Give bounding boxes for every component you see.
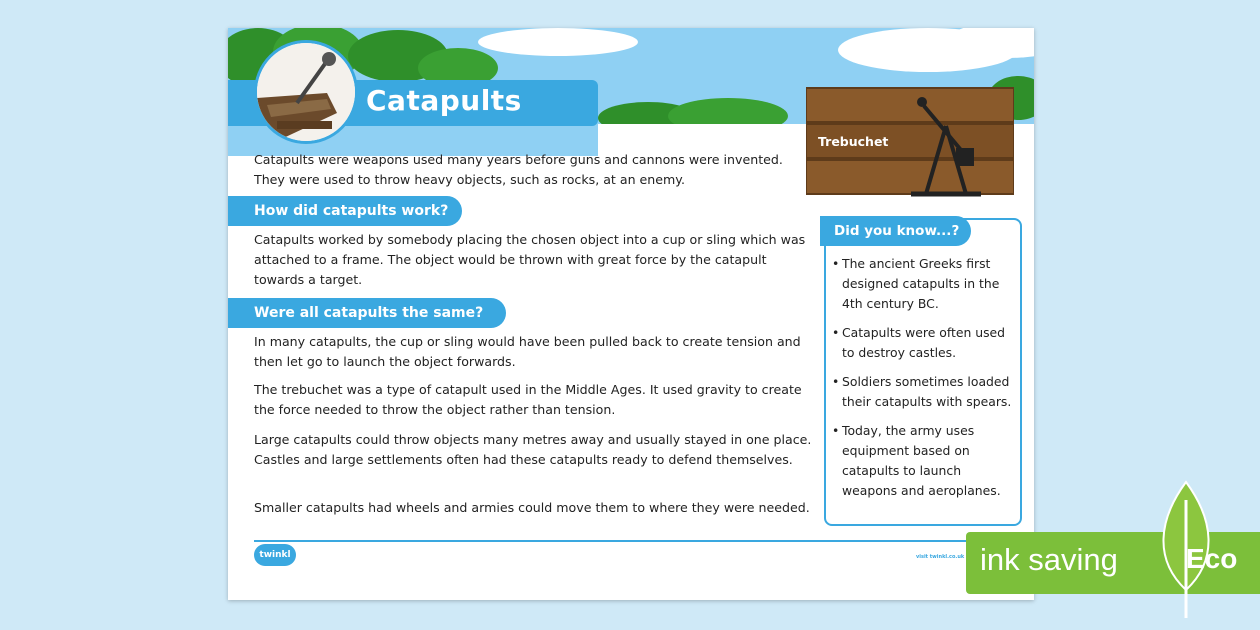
eco-label: Eco (1186, 543, 1238, 574)
did-you-know-box (824, 218, 1022, 526)
ink-saving-label: ink saving (980, 542, 1118, 577)
trebuchet-label: Trebuchet (818, 134, 889, 149)
section-same-paragraph-3: Large catapults could throw objects many metres away and usually stayed in one place. Castles and large settlements often had these catapults ready to defend themselves. (254, 432, 812, 467)
page-title: Catapults (366, 84, 522, 117)
section-heading-how: How did catapults work? (228, 196, 462, 226)
intro-paragraph: Catapults were weapons used many years before guns and cannons were invented. They were used to throw heavy objects, such as rocks, at an enemy. (254, 152, 783, 187)
footer-url: visit twinkl.co.uk (916, 554, 965, 560)
section-heading-same: Were all catapults the same? (228, 298, 506, 328)
fact-item: • Soldiers sometimes loaded their catapults with spears. (832, 372, 1016, 412)
section-same-paragraph-4: Smaller catapults had wheels and armies could move them to where they were needed. (254, 500, 810, 515)
fact-item: • The ancient Greeks first designed catapults in the 4th century BC. (832, 254, 1016, 314)
catapult-image (257, 43, 355, 141)
section-same-paragraph-1: In many catapults, the cup or sling would have been pulled back to create tension and then let go to launch the object forwards. (254, 334, 801, 369)
worksheet-page (228, 28, 1034, 600)
fact-item: • Catapults were often used to destroy castles. (832, 323, 1016, 363)
fact-item: • Today, the army uses equipment based on catapults to launch weapons and aeroplanes. (832, 421, 1016, 501)
trebuchet-sign (806, 86, 1014, 200)
catapult-photo (254, 40, 358, 144)
fact-list (832, 254, 1016, 510)
twinkl-logo: twinkl (254, 544, 296, 566)
section-how-paragraph: Catapults worked by somebody placing the chosen object into a cup or sling which was attached to a frame. The object would be thrown with great force by the catapult towards a target. (254, 232, 806, 287)
did-you-know-title: Did you know...? (820, 216, 971, 246)
section-same-paragraph-2: The trebuchet was a type of catapult used in the Middle Ages. It used gravity to create the force needed to throw the object rather than tension. (254, 382, 802, 417)
footer-divider (254, 540, 1024, 542)
